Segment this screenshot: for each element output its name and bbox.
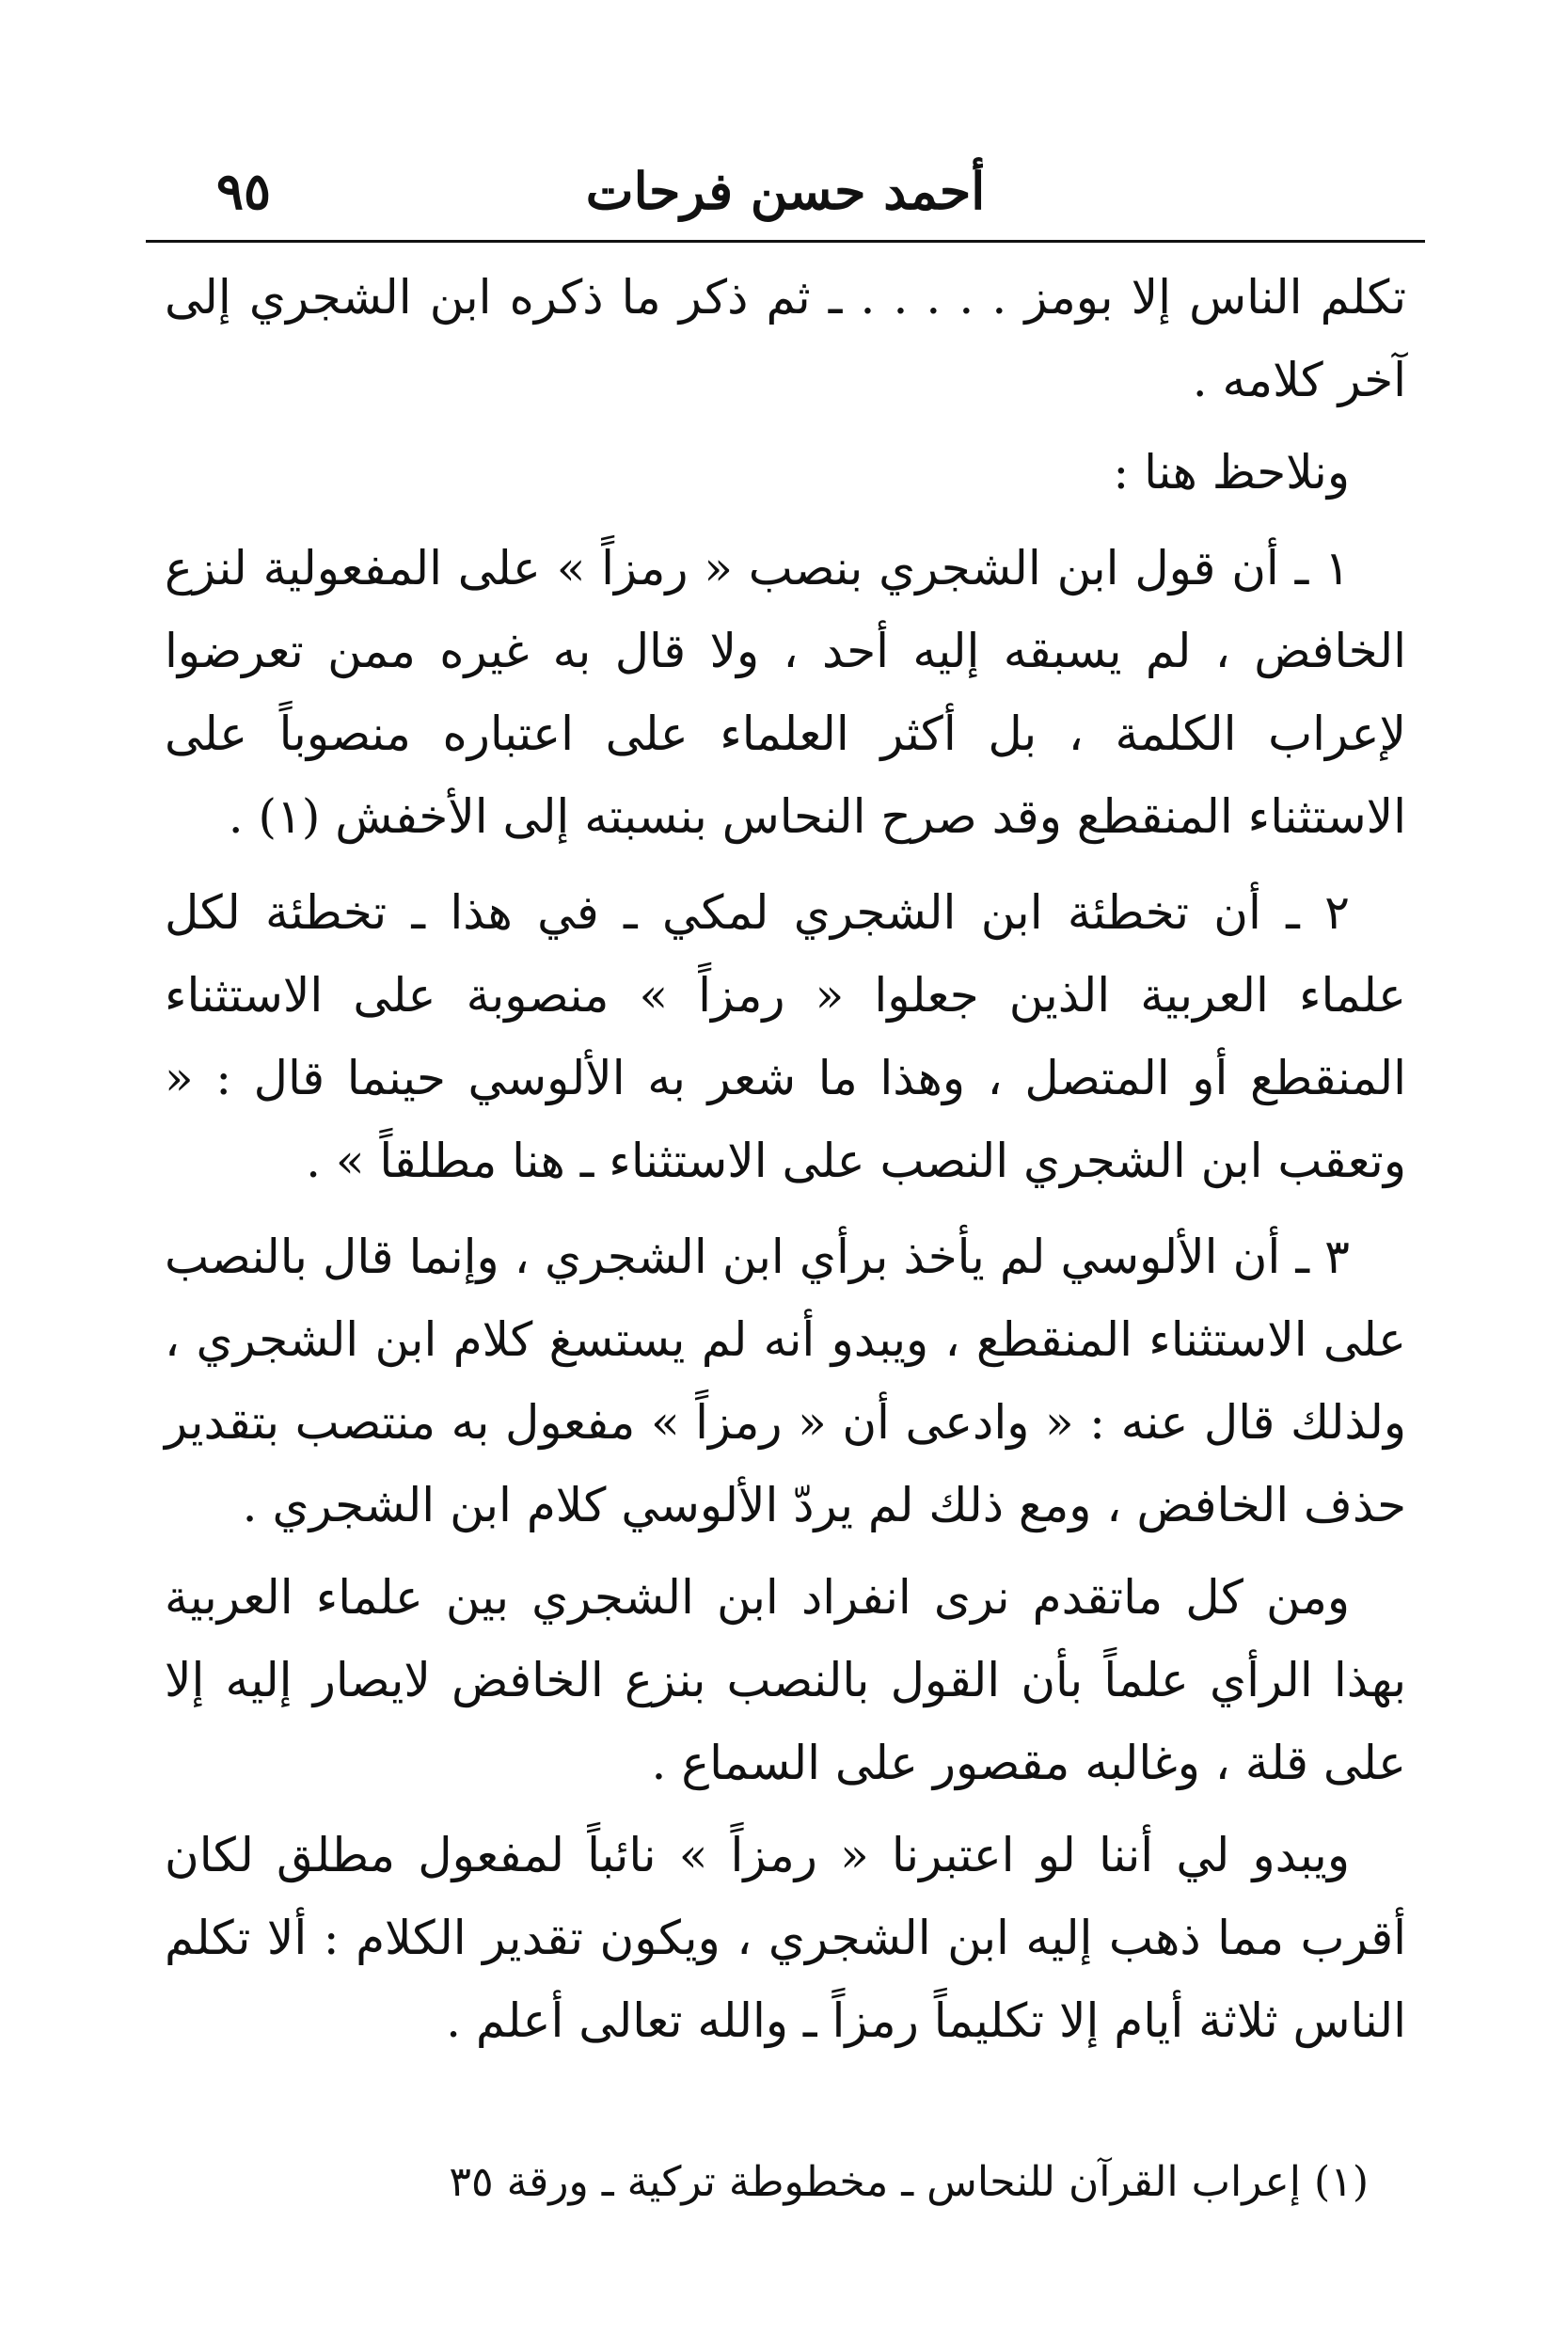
paragraph-3: ١ ـ أن قول ابن الشجري بنصب « رمزاً » على المفعولية لنزع الخافض ، لم يسبقه إليه أحد ، ولا قال به غيره ممن تعرضوا لإعراب الكلمة ، بل أكثر العلماء على اعتباره منصوباً على الاستثناء المنقطع وقد صرح النحاس بنسبته إلى الأخفش (١) . (165, 541, 1406, 844)
running-title: أحمد حسن فرحات (585, 161, 986, 221)
paragraph-5: ٣ ـ أن الألوسي لم يأخذ برأي ابن الشجري ، وإنما قال بالنصب على الاستثناء المنقطع ، ويبدو أنه لم يستسغ كلام ابن الشجري ، ولذلك قال عنه : « وادعى أن « رمزاً » مفعول به منتصب بتقدير حذف الخافض ، ومع ذلك لم يردّ الألوسي كلام ابن الشجري . (165, 1230, 1406, 1532)
paragraph-6: ومن كل ماتقدم نرى انفراد ابن الشجري بين علماء العربية بهذا الرأي علماً بأن القول بالنصب بنزع الخافض لايصار إليه إلا على قلة ، وغالبه مقصور على السماع . (165, 1570, 1406, 1790)
paragraph-2: ونلاحظ هنا : (1113, 445, 1350, 500)
page-header (150, 141, 1420, 245)
page-number: ٩٥ (216, 161, 272, 221)
header-rule (146, 240, 1425, 243)
body-text (165, 256, 1406, 2062)
paragraph-4: ٢ ـ أن تخطئة ابن الشجري لمكي ـ في هذا ـ تخطئة لكل علماء العربية الذين جعلوا « رمزاً » منصوبة على الاستثناء المنقطع أو المتصل ، وهذا ما شعر به الألوسي حينما قال : « وتعقب ابن الشجري النصب على الاستثناء ـ هنا مطلقاً » . (165, 885, 1406, 1188)
paragraph-1: تكلم الناس إلا بومز . . . . . ـ ثم ذكر ما ذكره ابن الشجري إلى آخر كلامه . (165, 270, 1406, 407)
paragraph-7: ويبدو لي أننا لو اعتبرنا « رمزاً » نائباً لمفعول مطلق لكان أقرب مما ذهب إليه ابن الشجري ، ويكون تقدير الكلام : ألا تكلم الناس ثلاثة أيام إلا تكليماً رمزاً ـ والله تعالى أعلم . (165, 1828, 1406, 2048)
footnote: (١) إعراب القرآن للنحاس ـ مخطوطة تركية ـ ورقة ٣٥ (449, 2158, 1369, 2206)
